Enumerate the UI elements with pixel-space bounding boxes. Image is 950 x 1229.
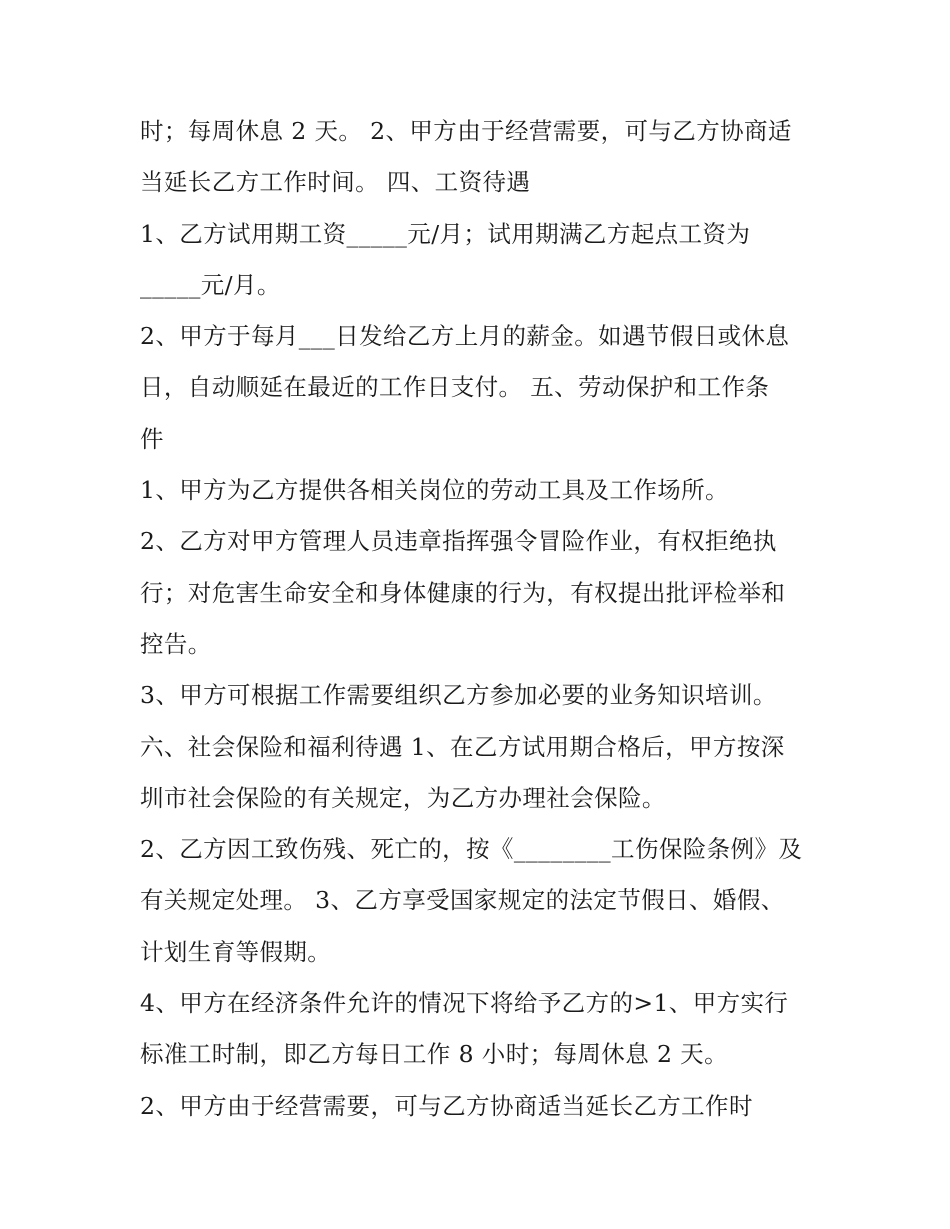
text-line: 有关规定处理。 3、乙方享受国家规定的法定节假日、婚假、 — [140, 886, 785, 915]
text-line: 2、乙方对甲方管理人员违章指挥强令冒险作业，有权拒绝执 — [140, 527, 777, 556]
text-line: 计划生育等假期。 — [140, 937, 332, 966]
text-line: 控告。 — [140, 629, 212, 658]
text-line: 圳市社会保险的有关规定，为乙方办理社会保险。 — [140, 783, 666, 812]
text-line: 4、甲方在经济条件允许的情况下将给予乙方的>1、甲方实行 — [140, 989, 789, 1018]
document-body — [140, 106, 830, 1132]
text-line: 标准工时制，即乙方每日工作 8 小时；每周休息 2 天。 — [140, 1040, 728, 1069]
text-line: 当延长乙方工作时间。 四、工资待遇 — [140, 168, 531, 197]
text-line: _____元/月。 — [140, 270, 281, 299]
text-line: 1、甲方为乙方提供各相关岗位的劳动工具及工作场所。 — [140, 476, 729, 505]
text-line: 时；每周休息 2 天。 2、甲方由于经营需要，可与乙方协商适 — [140, 117, 792, 145]
text-line: 件 — [140, 424, 164, 453]
text-line: 2、甲方由于经营需要，可与乙方协商适当延长乙方工作时 — [140, 1091, 753, 1120]
text-line: 六、社会保险和福利待遇 1、在乙方试用期合格后，甲方按深 — [140, 732, 785, 761]
text-line: 日，自动顺延在最近的工作日支付。 五、劳动保护和工作条 — [140, 373, 770, 402]
text-line: 2、乙方因工致伤残、死亡的，按《________工伤保险条例》及 — [140, 835, 803, 864]
text-line: 1、乙方试用期工资_____元/月；试用期满乙方起点工资为 — [140, 219, 751, 248]
text-line: 3、甲方可根据工作需要组织乙方参加必要的业务知识培训。 — [140, 681, 777, 710]
text-line: 2、甲方于每月___日发给乙方上月的薪金。如遇节假日或休息 — [140, 322, 790, 351]
text-line: 行；对危害生命安全和身体健康的行为，有权提出批评检举和 — [140, 578, 786, 607]
